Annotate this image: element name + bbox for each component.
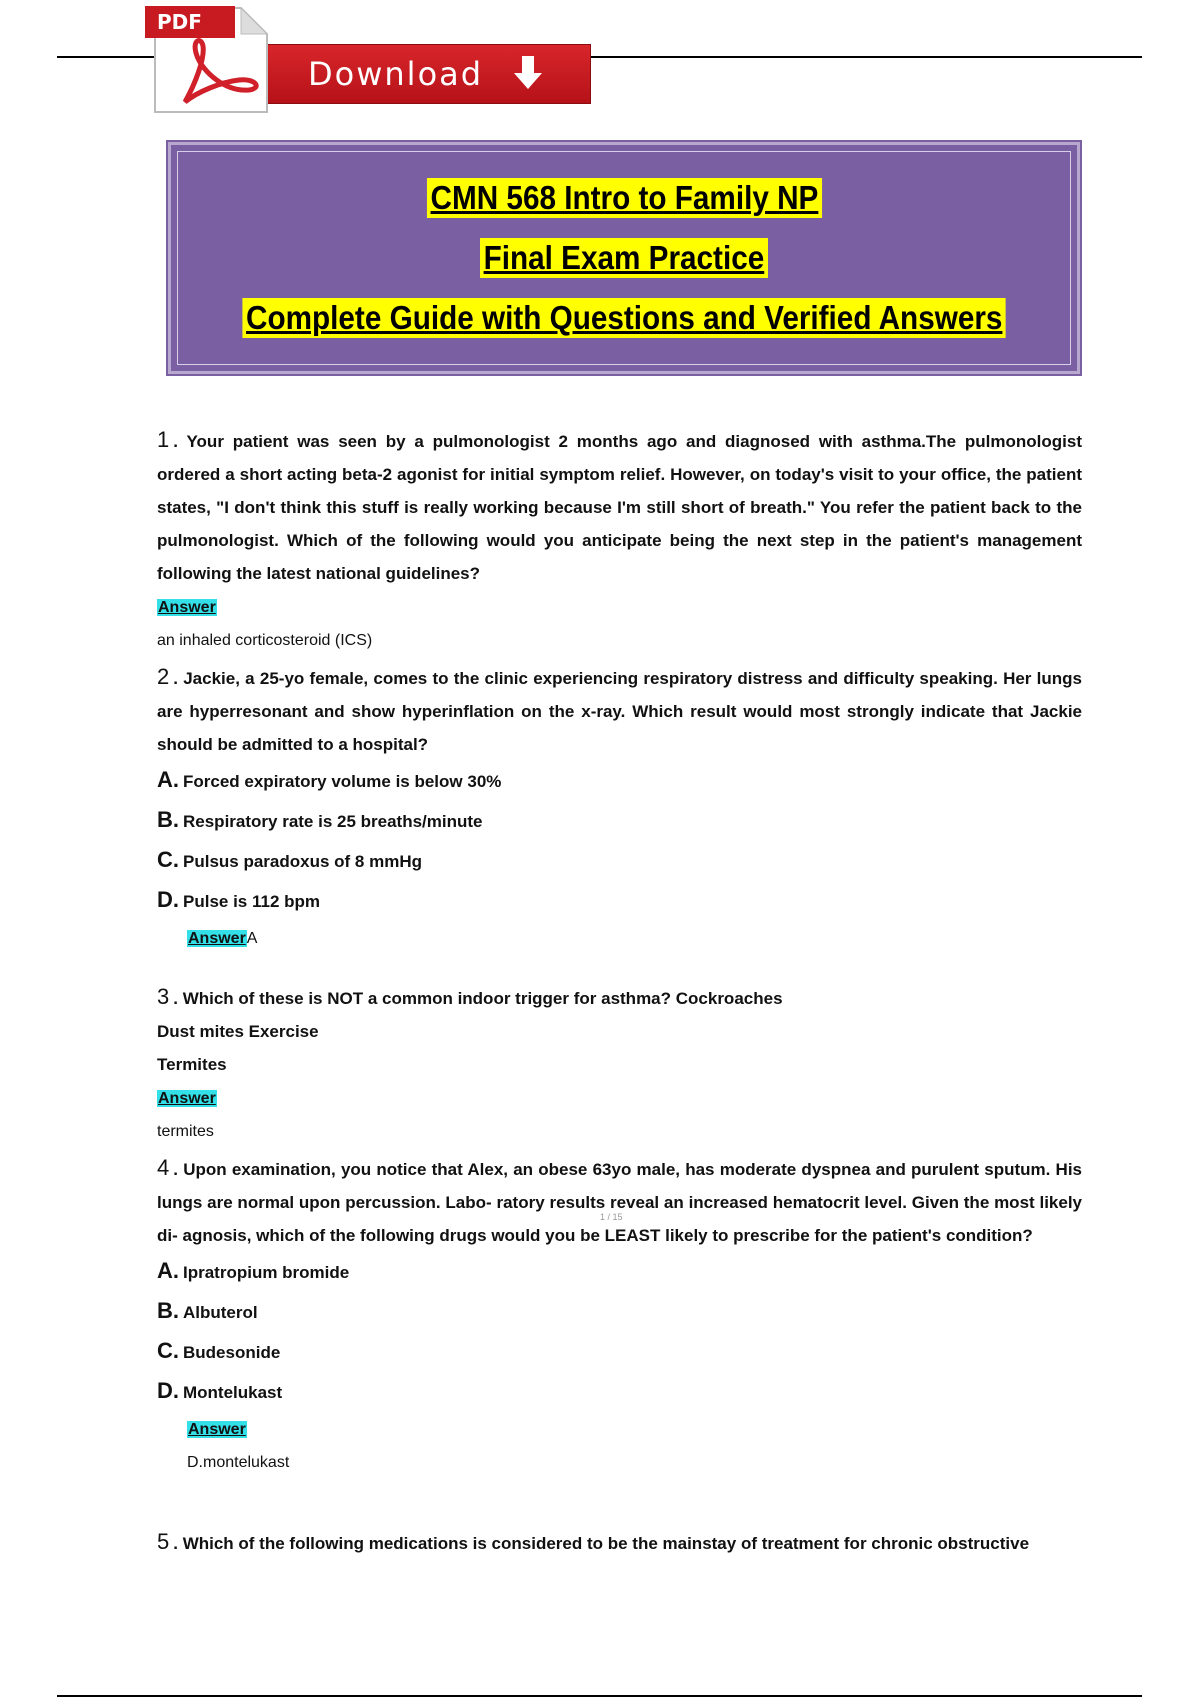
answer-row bbox=[157, 590, 1082, 624]
question-number: 4 bbox=[157, 1155, 170, 1180]
answer-row bbox=[157, 1081, 1082, 1115]
pdf-label: PDF bbox=[157, 10, 202, 34]
question-number: 1 bbox=[157, 427, 170, 452]
question-2: 2 . Jackie, a 25-yo female, comes to the clinic experiencing respiratory distress and difficulty speaking. Her lungs are hyperresonant and show hyperinflation on the x-ray. Which result would most strongly indicate that Jackie should be admitted to a hospital? A. Forced expiratory volume is below 30% B. Respiratory rate is 25 breaths/minute C. Pulsus paradoxus of 8 mmHg D. Pulse is 112 bpm AnswerA bbox=[157, 660, 1082, 955]
download-label: Download bbox=[308, 55, 484, 93]
answer-label: Answer bbox=[158, 599, 216, 616]
question-5: 5 . Which of the following medications is considered to be the mainstay of treatment for chronic obstructive bbox=[157, 1529, 1030, 1554]
question-text: Which of these is NOT a common indoor trigger for asthma? Cockroaches bbox=[182, 989, 783, 1008]
option-d: D. Pulse is 112 bpm bbox=[157, 887, 321, 912]
title-line-3: Complete Guide with Questions and Verified Answers bbox=[242, 298, 1006, 338]
question-number: 2 bbox=[157, 664, 170, 689]
title-box bbox=[168, 142, 1080, 374]
question-text: Upon examination, you notice that Alex, an obese 63yo male, has moderate dyspnea and purulent sputum. His lungs are normal upon percussion. Labo- ratory results reveal an increased hematocrit level. Given the most likely di- agnosis, which of the following drugs would you be LEAST likely to prescribe for the patient's condition? bbox=[157, 1160, 1083, 1245]
bottom-rule bbox=[57, 1695, 1142, 1697]
question-4: 4 . Upon examination, you notice that Alex, an obese 63yo male, has moderate dyspnea and purulent sputum. His lungs are normal upon percussion. Labo- ratory results reveal an increased hematocrit level. Given the most likely di- agnosis, which of the following drugs would you be LEAST likely to prescribe for the patient's condition? A. Ipratropium bromide B. Albuterol C. Budesonide D. Montelukast Answer D.montelukast bbox=[157, 1151, 1082, 1479]
option-c: C. Budesonide bbox=[157, 1338, 281, 1363]
question-1: 1 . Your patient was seen by a pulmonologist 2 months ago and diagnosed with asthma.The pulmonologist ordered a short acting beta-2 agonist for initial symptom relief. However, on today's visit to your office, the patient states, "I don't think this stuff is really working because I'm still short of breath." You refer the patient back to the pulmonologist. Which of the following would you anticipate being the next step in the patient's management following the latest national guidelines? Answer an inhaled corticosteroid (ICS) bbox=[157, 423, 1082, 657]
answer-label: Answer bbox=[188, 1421, 246, 1438]
question-3: 3 . Which of these is NOT a common indoor trigger for asthma? Cockroaches Dust mites Exercise Termites Answer termites bbox=[157, 980, 1082, 1148]
title-inner bbox=[177, 151, 1071, 365]
answer-label: Answer bbox=[188, 930, 246, 947]
answer-row bbox=[157, 1412, 1082, 1446]
answer-text: an inhaled corticosteroid (ICS) bbox=[157, 632, 373, 649]
question-text: Which of the following medications is considered to be the mainstay of treatment for chronic obstructive bbox=[182, 1534, 1030, 1553]
answer-text: termites bbox=[157, 1123, 214, 1140]
question-line-2: Dust mites Exercise bbox=[157, 1022, 319, 1041]
question-text: Jackie, a 25-yo female, comes to the clinic experiencing respiratory distress and difficulty speaking. Her lungs are hyperresonant and show hyperinflation on the x-ray. Which result would most strongly indicate that Jackie should be admitted to a hospital? bbox=[157, 669, 1082, 754]
option-a: A. Forced expiratory volume is below 30% bbox=[157, 767, 502, 792]
question-line-3: Termites bbox=[157, 1055, 227, 1074]
title-line-1: CMN 568 Intro to Family NP bbox=[426, 178, 821, 218]
answer-text: A bbox=[246, 930, 258, 947]
question-text: Your patient was seen by a pulmonologist 2 months ago and diagnosed with asthma.The pulmonologist ordered a short acting beta-2 agonist for initial symptom relief. However, on today's visit to your office, the patient states, "I don't think this stuff is really working because I'm still short of breath." You refer the patient back to the pulmonologist. Which of the following would you anticipate being the next step in the patient's management following the latest national guidelines? bbox=[157, 432, 1082, 583]
answer-text: D.montelukast bbox=[187, 1454, 290, 1471]
answer-label: Answer bbox=[158, 1090, 216, 1107]
download-banner[interactable] bbox=[145, 4, 595, 114]
option-a: A. Ipratropium bromide bbox=[157, 1258, 350, 1283]
download-arrow-icon bbox=[513, 56, 543, 92]
download-button[interactable] bbox=[263, 44, 591, 104]
page-number: 1 / 15 bbox=[600, 1212, 623, 1222]
option-d: D. Montelukast bbox=[157, 1378, 283, 1403]
option-b: B. Respiratory rate is 25 breaths/minute bbox=[157, 807, 483, 832]
option-c: C. Pulsus paradoxus of 8 mmHg bbox=[157, 847, 422, 872]
question-number: 3 bbox=[157, 984, 170, 1009]
question-number: 5 bbox=[157, 1529, 170, 1554]
answer-row bbox=[157, 921, 1082, 955]
title-line-2: Final Exam Practice bbox=[480, 238, 768, 278]
option-b: B. Albuterol bbox=[157, 1298, 258, 1323]
